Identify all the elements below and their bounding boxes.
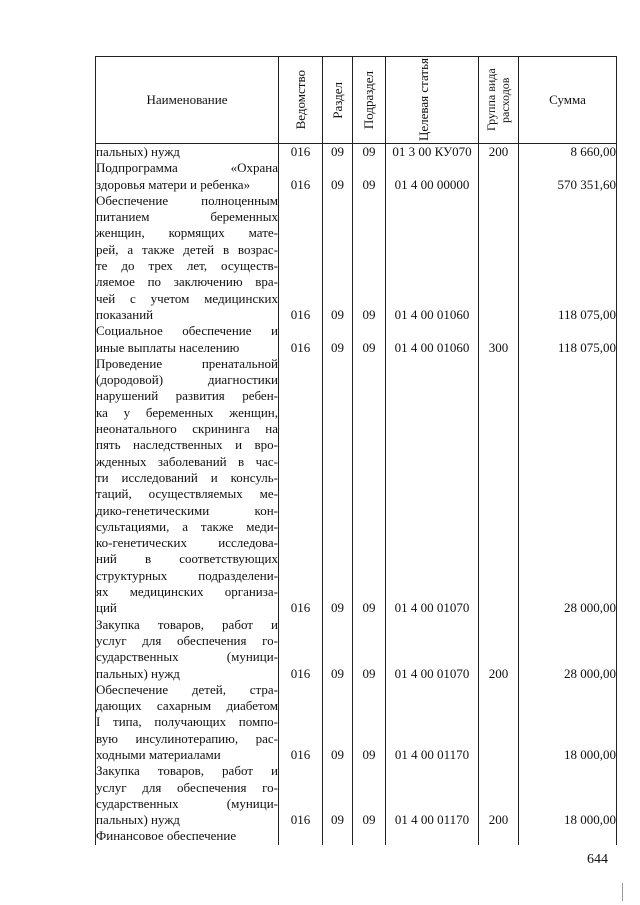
margin-mark [622, 883, 623, 901]
row-razdel: 09 [323, 144, 353, 161]
row-podrazdel: 09 [353, 193, 386, 323]
row-name-line: Обеспечение полноценным [96, 192, 278, 208]
row-ved [279, 828, 323, 844]
row-name-line: услуг для обеспечения го- [96, 632, 278, 648]
row-gruppa: 300 [479, 323, 519, 356]
row-name [96, 356, 279, 617]
header-gruppa: Группа вида расходов [479, 57, 519, 144]
row-name-line: ях медицинских организа- [96, 584, 278, 600]
row-celevaya: 01 4 00 01060 [386, 193, 479, 323]
row-summa: 570 351,60 [519, 160, 617, 193]
row-ved: 016 [279, 160, 323, 193]
row-name-line: услуг для обеспечения го- [96, 779, 278, 795]
row-summa [519, 828, 617, 844]
table-row [96, 323, 617, 356]
row-summa: 118 075,00 [519, 193, 617, 323]
table-row [96, 193, 617, 323]
row-podrazdel: 09 [353, 763, 386, 828]
row-gruppa [479, 828, 519, 844]
row-summa: 18 000,00 [519, 763, 617, 828]
page-number: 644 [587, 852, 608, 867]
row-name-line: нарушений развития ребен- [96, 388, 278, 404]
row-razdel: 09 [323, 682, 353, 763]
row-ved: 016 [279, 763, 323, 828]
row-razdel [323, 828, 353, 844]
row-podrazdel: 09 [353, 144, 386, 161]
row-gruppa: 200 [479, 144, 519, 161]
row-name-line: ляемое по заключению вра- [96, 274, 278, 290]
row-name [96, 144, 279, 161]
row-name-line: пальных) нужд [96, 665, 180, 681]
row-name-line: таций, осуществляемых ме- [96, 486, 278, 502]
row-razdel: 09 [323, 193, 353, 323]
row-razdel: 09 [323, 763, 353, 828]
table-row [96, 763, 617, 828]
row-celevaya: 01 4 00 01070 [386, 356, 479, 617]
row-name-line: Обеспечение детей, стра- [96, 681, 278, 697]
row-celevaya: 01 4 00 01060 [386, 323, 479, 356]
row-gruppa: 200 [479, 617, 519, 682]
row-name-line: дико-генетическими кон- [96, 502, 278, 518]
row-gruppa [479, 193, 519, 323]
row-celevaya: 01 4 00 01170 [386, 682, 479, 763]
row-podrazdel: 09 [353, 323, 386, 356]
row-name-line: рей, а также детей в возрас- [96, 241, 278, 257]
row-name-line: сударственных (муници- [96, 649, 278, 665]
table-row [96, 682, 617, 763]
row-name [96, 323, 279, 356]
row-name-line: сультациями, а также меди- [96, 518, 278, 534]
row-summa: 18 000,00 [519, 682, 617, 763]
row-ved: 016 [279, 193, 323, 323]
row-name-line: дающих сахарным диабетом [96, 698, 278, 714]
row-name-line: Проведение пренатальной [96, 355, 278, 371]
row-summa: 118 075,00 [519, 323, 617, 356]
row-podrazdel: 09 [353, 356, 386, 617]
header-podrazdel: Подраздел [353, 57, 386, 144]
row-name-line: здоровья матери и ребенка» [96, 176, 251, 192]
row-celevaya: 01 4 00 01170 [386, 763, 479, 828]
table-header [96, 57, 617, 144]
row-name [96, 828, 279, 844]
header-celevaya: Целевая статья [386, 57, 479, 144]
row-name-line: пальных) нужд [96, 144, 180, 159]
row-gruppa [479, 356, 519, 617]
row-gruppa [479, 682, 519, 763]
row-name-line: I типа, получающих помпо- [96, 714, 278, 730]
row-podrazdel: 09 [353, 160, 386, 193]
row-name [96, 763, 279, 828]
row-ved: 016 [279, 356, 323, 617]
row-name-line: Закупка товаров, работ и [96, 763, 278, 779]
row-ved: 016 [279, 323, 323, 356]
row-gruppa [479, 160, 519, 193]
row-name [96, 193, 279, 323]
row-razdel: 09 [323, 323, 353, 356]
row-name-line: Закупка товаров, работ и [96, 616, 278, 632]
row-ved: 016 [279, 617, 323, 682]
row-name-line: вую инсулинотерапию, рас- [96, 730, 278, 746]
row-name-line: ний в соответствующих [96, 551, 278, 567]
row-name-line: пальных) нужд [96, 812, 180, 828]
row-celevaya: 01 3 00 КУ070 [386, 144, 479, 161]
row-razdel: 09 [323, 160, 353, 193]
table-row [96, 356, 617, 617]
table-row [96, 828, 617, 844]
row-name [96, 682, 279, 763]
row-name-line: ти исследований и консуль- [96, 469, 278, 485]
row-name-line: Социальное обеспечение и [96, 323, 278, 339]
table-row [96, 160, 617, 193]
row-summa: 28 000,00 [519, 356, 617, 617]
row-celevaya: 01 4 00 00000 [386, 160, 479, 193]
row-name-line: женщин, кормящих мате- [96, 225, 278, 241]
row-name-line: иные выплаты населению [96, 339, 240, 355]
row-name-line: неонатального скрининга на [96, 421, 278, 437]
row-name-line: Подпрограмма «Охрана [96, 160, 278, 176]
row-ved: 016 [279, 144, 323, 161]
row-podrazdel: 09 [353, 682, 386, 763]
row-summa: 28 000,00 [519, 617, 617, 682]
row-podrazdel: 09 [353, 617, 386, 682]
row-name-line: ций [96, 600, 117, 616]
row-name-line: показаний [96, 306, 154, 322]
row-ved: 016 [279, 682, 323, 763]
row-name-line: (дородовой) диагностики [96, 372, 278, 388]
row-name-line: ко-генетических исследова- [96, 535, 278, 551]
row-gruppa: 200 [479, 763, 519, 828]
row-name-line: жденных заболеваний в час- [96, 453, 278, 469]
row-podrazdel [353, 828, 386, 844]
row-name-line: ка у беременных женщин, [96, 404, 278, 420]
row-razdel: 09 [323, 617, 353, 682]
row-name [96, 160, 279, 193]
header-name: Наименование [96, 57, 279, 144]
row-name [96, 617, 279, 682]
header-ved: Ведомство [279, 57, 323, 144]
table-row [96, 144, 617, 161]
row-name-line: Финансовое обеспечение [96, 828, 237, 844]
row-celevaya: 01 4 00 01070 [386, 617, 479, 682]
row-name-line: те до трех лет, осуществ- [96, 258, 278, 274]
row-razdel: 09 [323, 356, 353, 617]
row-name-line: чей с учетом медицинских [96, 290, 278, 306]
budget-table [95, 56, 617, 845]
row-name-line: питанием беременных [96, 209, 278, 225]
header-summa: Сумма [519, 57, 617, 144]
table-row [96, 617, 617, 682]
row-summa: 8 660,00 [519, 144, 617, 161]
row-celevaya [386, 828, 479, 844]
row-name-line: структурных подразделени- [96, 567, 278, 583]
row-name-line: пять наследственных и вро- [96, 437, 278, 453]
row-name-line: сударственных (муници- [96, 795, 278, 811]
header-razdel: Раздел [323, 57, 353, 144]
row-name-line: ходными материалами [96, 746, 221, 762]
